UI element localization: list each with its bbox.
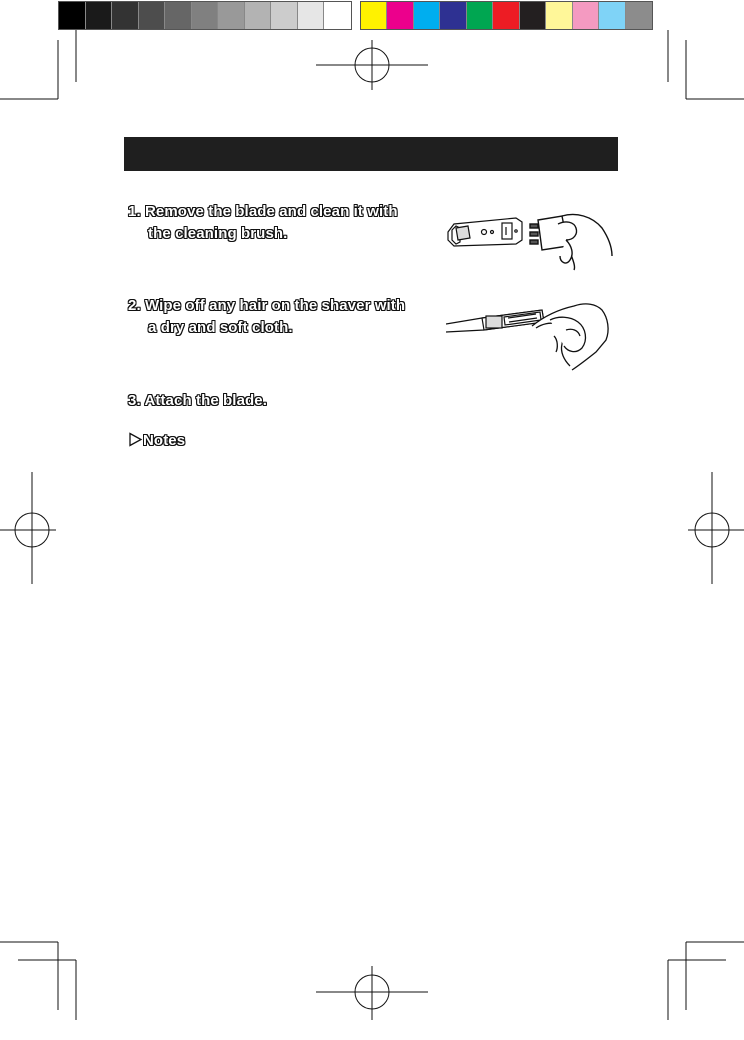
step-number: 2. xyxy=(128,297,141,314)
notes-heading xyxy=(128,430,185,452)
step-3 xyxy=(128,390,267,412)
step-text-line2: a dry and soft cloth. xyxy=(148,319,293,336)
step-text-line2: the cleaning brush. xyxy=(148,225,288,242)
section-header-bar xyxy=(124,137,618,171)
blade-brush-cleaning-icon xyxy=(446,210,614,272)
notes-label: Notes xyxy=(143,432,186,449)
step-1 xyxy=(128,201,398,245)
cloth-wipe-shaver-icon xyxy=(446,300,612,372)
step-text-line1: Remove the blade and clean it with xyxy=(145,203,398,220)
triangle-right-icon xyxy=(128,432,143,447)
step-number: 1. xyxy=(128,203,141,220)
crosshair-registration-icon xyxy=(0,40,744,1020)
step-2 xyxy=(128,295,405,339)
step-text-line1: Wipe off any hair on the shaver with xyxy=(145,297,406,314)
step-text-line1: Attach the blade. xyxy=(144,392,267,409)
step-number: 3. xyxy=(128,392,141,409)
